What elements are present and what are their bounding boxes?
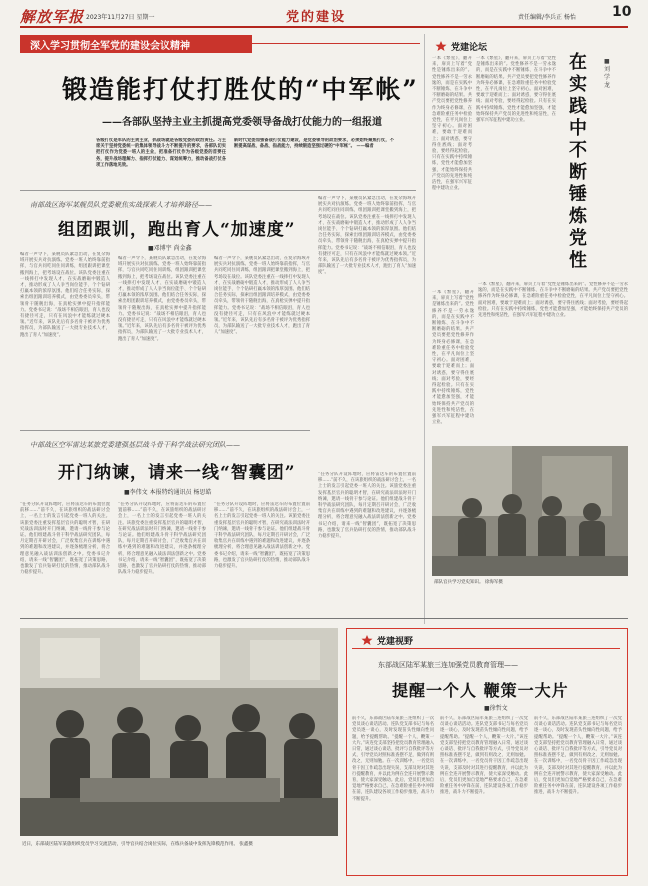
column-tag-label: 党建论坛	[451, 43, 488, 53]
article2-byline: ■邓博宇 尚金鑫	[148, 245, 192, 252]
section-title: 党的建设	[286, 10, 347, 25]
photo-party-study	[20, 628, 338, 836]
vision-kicker: 东部战区陆军某旅三连加强党员教育管理——	[378, 661, 518, 669]
section-divider	[20, 190, 416, 191]
lead-intro-right: 新时代党委加强备战打仗能力建设，是党委领导的政治要求，必须始终聚焦打仗，不断提高谋战、备战、指战能力，持续锻造坚强过硬的“中军帐”。 ——编者	[234, 138, 394, 150]
topic-banner: 深入学习贯彻全军党的建设会议精神	[20, 35, 252, 53]
column-tag	[434, 40, 487, 53]
vision-body-col2: 前不久，东部战区陆军某旅三连组织了一次党员谈心谈话活动。连队党支部书记与每名党员逐一谈心，及时发现苗头性倾向性问题，给予提醒帮助。“提醒一个人，鞭策一大片。”该连党支部坚持把党员教育管理融入日常，通过谈心谈话、批评与自我批评等方式，引导党员对照标准查摆不足，做到有则改之、无则加勉。在一次训练中，一名党员骨干因工作疏忽出现失误，支部及时对其进行提醒教育，并以此为例在全连开展警示教育，使大家深受触动。此后，党员们更加自觉地严格要求自己，在急难险重任务中冲锋在前，连队建设各项工作稳步推进，战斗力不断提升。	[440, 716, 528, 796]
issue-date: 2023年11月27日 星期一	[86, 14, 155, 21]
section-divider	[20, 430, 310, 431]
article2-body-col3: 编者一声令下，某舰员队紧急出动，在复杂海域开展实兵对抗演练。党委一班人始终靠前指挥，与官兵同吃同住同训练，组团跟训把课堂搬到海上，把考场设在战位。该队党委注重在一线摔打中发现人才、在实战磨砺中锻造人才，推动形成了人人争当岗位能手、个个钻研打赢本领的浓厚氛围。他们结合任务实际，探索出组团跟训培养模式，由党委委员牵头，带领骨干随舰出海，在真枪实弹中提升指挥能力。党委书记说：“战场不相信眼泪，育人也没有捷径可走，只有在风浪中才能练就过硬本领。”近年来，该队先后有多名骨干被评为优秀指挥员，为部队输送了一大批专业技术人才，跑出了育人“加速度”。	[214, 256, 310, 336]
article3-byline: ■李伟文 本报特约通讯员 杨思皓	[124, 489, 212, 496]
lead-subhead: ——各部队坚持主业主抓提高党委领导备战打仗能力的一组报道	[102, 117, 382, 128]
column-body-col2: 一本《繁星》，翻开来，扉页上写着“党性是锤炼出来的”。党性修养不是一劳永逸的，而是在实践中不断锤炼、在斗争中不断磨砺的结果。共产党员要把党性修养作为终身必修课，在急难险重任务中检验党性，在平凡岗位上坚守初心。面对困难，要敢于迎难而上；面对诱惑，要守得住底线；面对考验，要经得起检验。只有在实践中持续锤炼，党性才能愈加坚强，才能始终保持共产党员的先进性和纯洁性，在强军兴军征程中建功立业。	[478, 282, 628, 319]
article2-headline: 组团跟训，跑出育人“加速度”	[58, 220, 296, 240]
star-ribbon-icon	[360, 635, 374, 645]
vision-body-col3: 前不久，东部战区陆军某旅三连组织了一次党员谈心谈话活动。连队党支部书记与每名党员逐一谈心，及时发现苗头性倾向性问题，给予提醒帮助。“提醒一个人，鞭策一大片。”该连党支部坚持把党员教育管理融入日常，通过谈心谈话、批评与自我批评等方式，引导党员对照标准查摆不足，做到有则改之、无则加勉。在一次训练中，一名党员骨干因工作疏忽出现失误，支部及时对其进行提醒教育，并以此为例在全连开展警示教育，使大家深受触动。此后，党员们更加自觉地严格要求自己，在急难险重任务中冲锋在前，连队建设各项工作稳步推进，战斗力不断提升。	[534, 716, 622, 796]
column-title: 在实践中不断锤炼党性	[569, 52, 587, 271]
vision-byline: ■徐哲文	[484, 705, 508, 712]
masthead-rule	[20, 26, 628, 28]
photo-illustration	[432, 446, 628, 576]
section-divider	[20, 618, 628, 619]
photo-illustration	[20, 628, 338, 836]
photo1-caption: 部队官兵学习党史知识。 徐海军摄	[434, 580, 503, 585]
article3-body-col1: “任务分队开设阵地时，应将雷达车的布置位置前移……”前不久，在该旅组织的战法研讨会上，一名上士的发言引起党委一班人的关注。该旅党委注重发挥基层官兵的聪明才智，在研究战法训法时开门纳谏，邀请一线骨干参与论证。他们组建战斗骨干科学战法研究团队，每月定期召开研讨会，广泛收集官兵在训练中遇到的难题和改进建议，并逐条梳理分析，将合理意见融入战法训法创新之中。党委书记介绍，请来一线“智囊团”，既拓宽了决策思路，也激发了官兵钻研打仗的热情，推动部队战斗力稳步提升。	[20, 502, 110, 576]
article2-body-col2: 编者一声令下，某舰员队紧急出动，在复杂海域开展实兵对抗演练。党委一班人始终靠前指挥，与官兵同吃同住同训练，组团跟训把课堂搬到海上，把考场设在战位。该队党委注重在一线摔打中发现人才、在实战磨砺中锻造人才，推动形成了人人争当岗位能手、个个钻研打赢本领的浓厚氛围。他们结合任务实际，探索出组团跟训培养模式，由党委委员牵头，带领骨干随舰出海，在真枪实弹中提升指挥能力。党委书记说：“战场不相信眼泪，育人也没有捷径可走，只有在风浪中才能练就过硬本领。”近年来，该队先后有多名骨干被评为优秀指挥员，为部队输送了一大批专业技术人才，跑出了育人“加速度”。	[118, 256, 206, 342]
star-ribbon-icon	[434, 41, 448, 51]
photo2-caption: 近日，东部战区陆军某旅组织党员学习交流活动，引导官兵结合岗位实际，在练兵备战中发挥先锋模范作用。 张鑫摄	[22, 842, 253, 847]
column-body-col1: 一本《繁星》，翻开来，扉页上写着“党性是锤炼出来的”。党性修养不是一劳永逸的，而是在实践中不断锤炼、在斗争中不断磨砺的结果。共产党员要把党性修养作为终身必修课，在急难险重任务中检验党性，在平凡岗位上坚守初心。面对困难，要敢于迎难而上；面对诱惑，要守得住底线；面对考验，要经得起检验。只有在实践中持续锤炼，党性才能愈加坚强，才能始终保持共产党员的先进性和纯洁性，在强军兴军征程中建功立业。	[476, 56, 556, 124]
article3-kicker: 中部战区空军雷达某旅党委建强基层战斗骨干科学战法研究团队——	[30, 441, 240, 449]
article3-body-col2: “任务分队开设阵地时，应将雷达车的布置位置前移……”前不久，在该旅组织的战法研讨会上，一名上士的发言引起党委一班人的关注。该旅党委注重发挥基层官兵的聪明才智，在研究战法训法时开门纳谏，邀请一线骨干参与论证。他们组建战斗骨干科学战法研究团队，每月定期召开研讨会，广泛收集官兵在训练中遇到的难题和改进建议，并逐条梳理分析，将合理意见融入战法训法创新之中。党委书记介绍，请来一线“智囊团”，既拓宽了决策思路，也激发了官兵钻研打仗的热情，推动部队战斗力稳步提升。	[118, 502, 206, 576]
column-byline: ■刘学龙	[604, 58, 611, 89]
editors-credit: 责任编辑/李兵正 杨怡	[518, 14, 576, 21]
vision-body-col1: 前不久，东部战区陆军某旅三连组织了一次党员谈心谈话活动。连队党支部书记与每名党员逐一谈心，及时发现苗头性倾向性问题，给予提醒帮助。“提醒一个人，鞭策一大片。”该连党支部坚持把党员教育管理融入日常，通过谈心谈话、批评与自我批评等方式，引导党员对照标准查摆不足，做到有则改之、无则加勉。在一次训练中，一名党员骨干因工作疏忽出现失误，支部及时对其进行提醒教育，并以此为例在全连开展警示教育，使大家深受触动。此后，党员们更加自觉地严格要求自己，在急难险重任务中冲锋在前，连队建设各项工作稳步推进，战斗力不断提升。	[352, 716, 434, 802]
banner-rule	[252, 43, 420, 44]
lead-intro-left: 各级打仗是军队的主责主业，抓战场就是各级党委的政治责任。习主席关于坚持党委统一的集体领导战斗力不断提升的要求，各部队切实把打仗作为党委一班人的主业，把准备打仗作为各级党委的首要任务，提升战场理解力、指挥打仗能力、谋划统筹力，推动备战打仗各项工作落地见效。	[96, 138, 226, 168]
vision-tag-label: 党建视野	[377, 637, 414, 647]
vision-rule	[352, 648, 620, 649]
column-body-col0: 一本《繁星》，翻开来，扉页上写着“党性是锤炼出来的”。党性修养不是一劳永逸的，而是在实践中不断锤炼、在斗争中不断磨砺的结果。共产党员要把党性修养作为终身必修课，在急难险重任务中检验党性，在平凡岗位上坚守初心。面对困难，要敢于迎难而上；面对诱惑，要守得住底线；面对考验，要经得起检验。只有在实践中持续锤炼，党性才能愈加坚强，才能始终保持共产党员的先进性和纯洁性，在强军兴军征程中建功立业。	[432, 56, 472, 192]
vision-headline: 提醒一个人 鞭策一大片	[392, 681, 569, 700]
column-divider	[424, 34, 425, 624]
vision-tag	[360, 634, 413, 647]
page-number: 10	[612, 4, 632, 20]
column-body-col3: 一本《繁星》，翻开来，扉页上写着“党性是锤炼出来的”。党性修养不是一劳永逸的，而是在实践中不断锤炼、在斗争中不断磨砺的结果。共产党员要把党性修养作为终身必修课，在急难险重任务中检验党性，在平凡岗位上坚守初心。面对困难，要敢于迎难而上；面对诱惑，要守得住底线；面对考验，要经得起检验。只有在实践中持续锤炼，党性才能愈加坚强，才能始终保持共产党员的先进性和纯洁性，在强军兴军征程中建功立业。	[432, 290, 474, 426]
article2-kicker: 南部战区海军某舰员队党委聚焦实战探索人才培养路径——	[30, 201, 212, 209]
article2-body-col4: 编者一声令下，某舰员队紧急出动，在复杂海域开展实兵对抗演练。党委一班人始终靠前指挥，与官兵同吃同住同训练，组团跟训把课堂搬到海上，把考场设在战位。该队党委注重在一线摔打中发现人才、在实战磨砺中锻造人才，推动形成了人人争当岗位能手、个个钻研打赢本领的浓厚氛围。他们结合任务实际，探索出组团跟训培养模式，由党委委员牵头，带领骨干随舰出海，在真枪实弹中提升指挥能力。党委书记说：“战场不相信眼泪，育人也没有捷径可走，只有在风浪中才能练就过硬本领。”近年来，该队先后有多名骨干被评为优秀指挥员，为部队输送了一大批专业技术人才，跑出了育人“加速度”。	[318, 196, 416, 276]
newspaper-logo: 解放军报	[20, 8, 85, 26]
lead-headline: 锻造能打仗打胜仗的“中军帐”	[62, 75, 419, 104]
article3-headline: 开门纳谏，请来一线“智囊团”	[58, 463, 296, 483]
article3-body-col4: “任务分队开设阵地时，应将雷达车的布置位置前移……”前不久，在该旅组织的战法研讨会上，一名上士的发言引起党委一班人的关注。该旅党委注重发挥基层官兵的聪明才智，在研究战法训法时开门纳谏，邀请一线骨干参与论证。他们组建战斗骨干科学战法研究团队，每月定期召开研讨会，广泛收集官兵在训练中遇到的难题和改进建议，并逐条梳理分析，将合理意见融入战法训法创新之中。党委书记介绍，请来一线“智囊团”，既拓宽了决策思路，也激发了官兵钻研打仗的热情，推动部队战斗力稳步提升。	[318, 472, 416, 540]
photo-soldiers-study	[432, 446, 628, 576]
article3-body-col3: “任务分队开设阵地时，应将雷达车的布置位置前移……”前不久，在该旅组织的战法研讨会上，一名上士的发言引起党委一班人的关注。该旅党委注重发挥基层官兵的聪明才智，在研究战法训法时开门纳谏，邀请一线骨干参与论证。他们组建战斗骨干科学战法研究团队，每月定期召开研讨会，广泛收集官兵在训练中遇到的难题和改进建议，并逐条梳理分析，将合理意见融入战法训法创新之中。党委书记介绍，请来一线“智囊团”，既拓宽了决策思路，也激发了官兵钻研打仗的热情，推动部队战斗力稳步提升。	[214, 502, 310, 570]
article2-body-col1: 编者一声令下，某舰员队紧急出动，在复杂海域开展实兵对抗演练。党委一班人始终靠前指挥，与官兵同吃同住同训练，组团跟训把课堂搬到海上，把考场设在战位。该队党委注重在一线摔打中发现人才、在实战磨砺中锻造人才，推动形成了人人争当岗位能手、个个钻研打赢本领的浓厚氛围。他们结合任务实际，探索出组团跟训培养模式，由党委委员牵头，带领骨干随舰出海，在真枪实弹中提升指挥能力。党委书记说：“战场不相信眼泪，育人也没有捷径可走，只有在风浪中才能练就过硬本领。”近年来，该队先后有多名骨干被评为优秀指挥员，为部队输送了一大批专业技术人才，跑出了育人“加速度”。	[20, 252, 110, 338]
